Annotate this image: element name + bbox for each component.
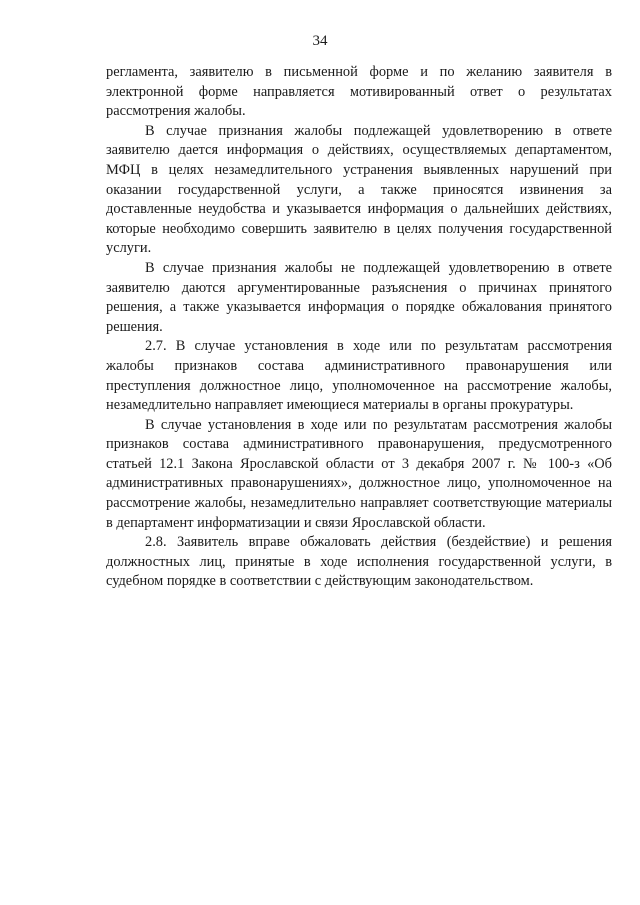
- paragraph-administrative-offense: В случае установления в ходе или по результатам рассмотрения жалобы признаков состава административного правонарушения, предусмотренного статьей 12.1 Закона Ярославской области от 3 декабря 2007 г. № 100-з «Об административных правонарушениях», должностное лицо, уполномоченное на рассмотрение жалобы, незамедлительно направляет соответствующие материалы в департамент информатизации и связи Ярославской области.: [106, 416, 612, 531]
- document-body: [106, 63, 612, 592]
- page-number: 34: [312, 33, 328, 49]
- paragraph-complaint-satisfied: В случае признания жалобы подлежащей удовлетворению в ответе заявителю дается информация о действиях, осуществляемых департаментом, МФЦ в целях незамедлительного устранения выявленных нарушений при оказании государственной услуги, а также приносятся извинения за доставленные неудобства и указывается информация о дальнейших действиях, которые необходимо совершить заявителю в целях получения государственной услуги.: [106, 122, 612, 257]
- paragraph-section-2-8: 2.8. Заявитель вправе обжаловать действия (бездействие) и решения должностных лиц, принятые в ходе исполнения государственной услуги, в судебном порядке в соответствии с действующим законодательством.: [106, 534, 612, 590]
- paragraph-complaint-rejected: В случае признания жалобы не подлежащей удовлетворению в ответе заявителю даются аргументированные разъяснения о причинах принятого решения, а также указывается информация о порядке обжалования принятого решения.: [106, 259, 612, 335]
- paragraph-continuation: регламента, заявителю в письменной форме и по желанию заявителя в электронной форме направляется мотивированный ответ о результатах рассмотрения жалобы.: [106, 64, 612, 120]
- paragraph-section-2-7: 2.7. В случае установления в ходе или по результатам рассмотрения жалобы признаков состава административного правонарушения или преступления должностное лицо, уполномоченное на рассмотрение жалобы, незамедлительно направляет имеющиеся материалы в органы прокуратуры.: [106, 338, 612, 414]
